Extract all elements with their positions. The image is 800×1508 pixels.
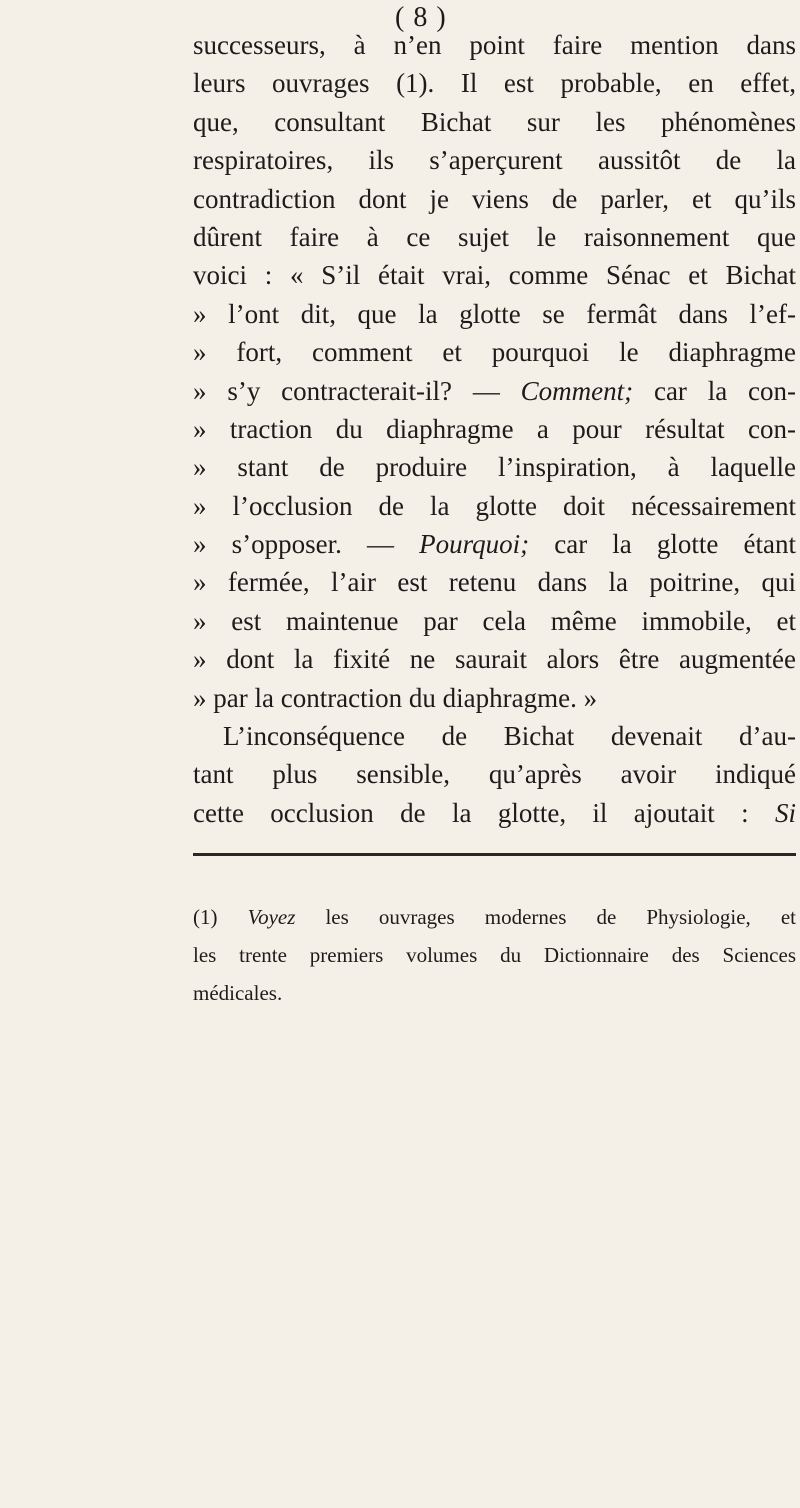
body-text xyxy=(193,26,796,832)
text-segment: les ouvrages modernes de Physiologie, et xyxy=(295,905,796,929)
text-segment: leurs ouvrages (1). Il est probable, en effet, xyxy=(193,68,796,99)
text-segment: (1) xyxy=(193,905,248,929)
footnote-line xyxy=(193,898,796,936)
text-segment: » dont la fixité ne saurait alors être augmentée xyxy=(193,644,796,675)
text-segment: car la con- xyxy=(633,375,796,406)
footnote-rule xyxy=(193,853,796,856)
text-line xyxy=(193,525,796,563)
text-segment: » par la contraction du diaphragme. » xyxy=(193,682,598,713)
text-line xyxy=(193,794,796,832)
text-segment: médicales. xyxy=(193,981,283,1005)
text-line xyxy=(193,256,796,294)
text-segment: cette occlusion de la glotte, il ajoutait : xyxy=(193,797,775,828)
text-segment: » fermée, l’air est retenu dans la poitrine, qui xyxy=(193,567,796,598)
footnote-line xyxy=(193,936,796,974)
text-line xyxy=(193,717,796,755)
text-line xyxy=(193,640,796,678)
italic-text: Si xyxy=(774,797,796,828)
text-segment: » s’opposer. — xyxy=(193,529,420,560)
text-line xyxy=(193,141,796,179)
text-segment: » l’occlusion de la glotte doit nécessairement xyxy=(193,490,796,521)
text-line xyxy=(193,679,796,717)
text-line xyxy=(193,218,796,256)
text-line xyxy=(193,487,796,525)
text-segment: contradiction dont je viens de parler, et qu’ils xyxy=(193,183,796,214)
text-segment: » fort, comment et pourquoi le diaphragme xyxy=(193,337,796,368)
text-segment: respiratoires, ils s’aperçurent aussitôt de la xyxy=(193,145,796,176)
footnotes xyxy=(193,898,796,1012)
italic-text: Voyez xyxy=(247,905,296,929)
text-line xyxy=(193,103,796,141)
text-line xyxy=(193,180,796,218)
text-line xyxy=(193,295,796,333)
text-line xyxy=(193,448,796,486)
text-segment: » s’y contracterait-il? — xyxy=(193,375,521,406)
text-line xyxy=(193,410,796,448)
text-line xyxy=(193,64,796,102)
text-segment: » est maintenue par cela même immobile, et xyxy=(193,605,796,636)
text-segment: » stant de produire l’inspiration, à laquelle xyxy=(193,452,796,483)
text-line xyxy=(193,602,796,640)
text-segment: les trente premiers volumes du Dictionnaire des Sciences xyxy=(193,943,796,967)
text-segment: voici : « S’il était vrai, comme Sénac et Bichat xyxy=(193,260,796,291)
text-line xyxy=(193,26,796,64)
text-segment: car la glotte étant xyxy=(529,529,796,560)
page-number: ( 8 ) xyxy=(395,2,447,33)
text-segment: dûrent faire à ce sujet le raisonnement que xyxy=(193,221,796,252)
text-line xyxy=(193,372,796,410)
text-line xyxy=(193,563,796,601)
text-segment: tant plus sensible, qu’après avoir indiqué xyxy=(193,759,796,790)
footnote-line xyxy=(193,974,796,1012)
text-segment: successeurs, à n’en point faire mention dans xyxy=(193,30,796,60)
text-segment: L’inconséquence de Bichat devenait d’au- xyxy=(223,721,796,752)
text-segment: » traction du diaphragme a pour résultat con- xyxy=(193,413,796,444)
text-line xyxy=(193,333,796,371)
text-segment: que, consultant Bichat sur les phénomènes xyxy=(193,106,796,137)
italic-text: Comment; xyxy=(520,375,634,406)
text-segment: » l’ont dit, que la glotte se fermât dans l’ef- xyxy=(193,298,796,329)
text-line xyxy=(193,755,796,793)
italic-text: Pourquoi; xyxy=(419,529,530,560)
